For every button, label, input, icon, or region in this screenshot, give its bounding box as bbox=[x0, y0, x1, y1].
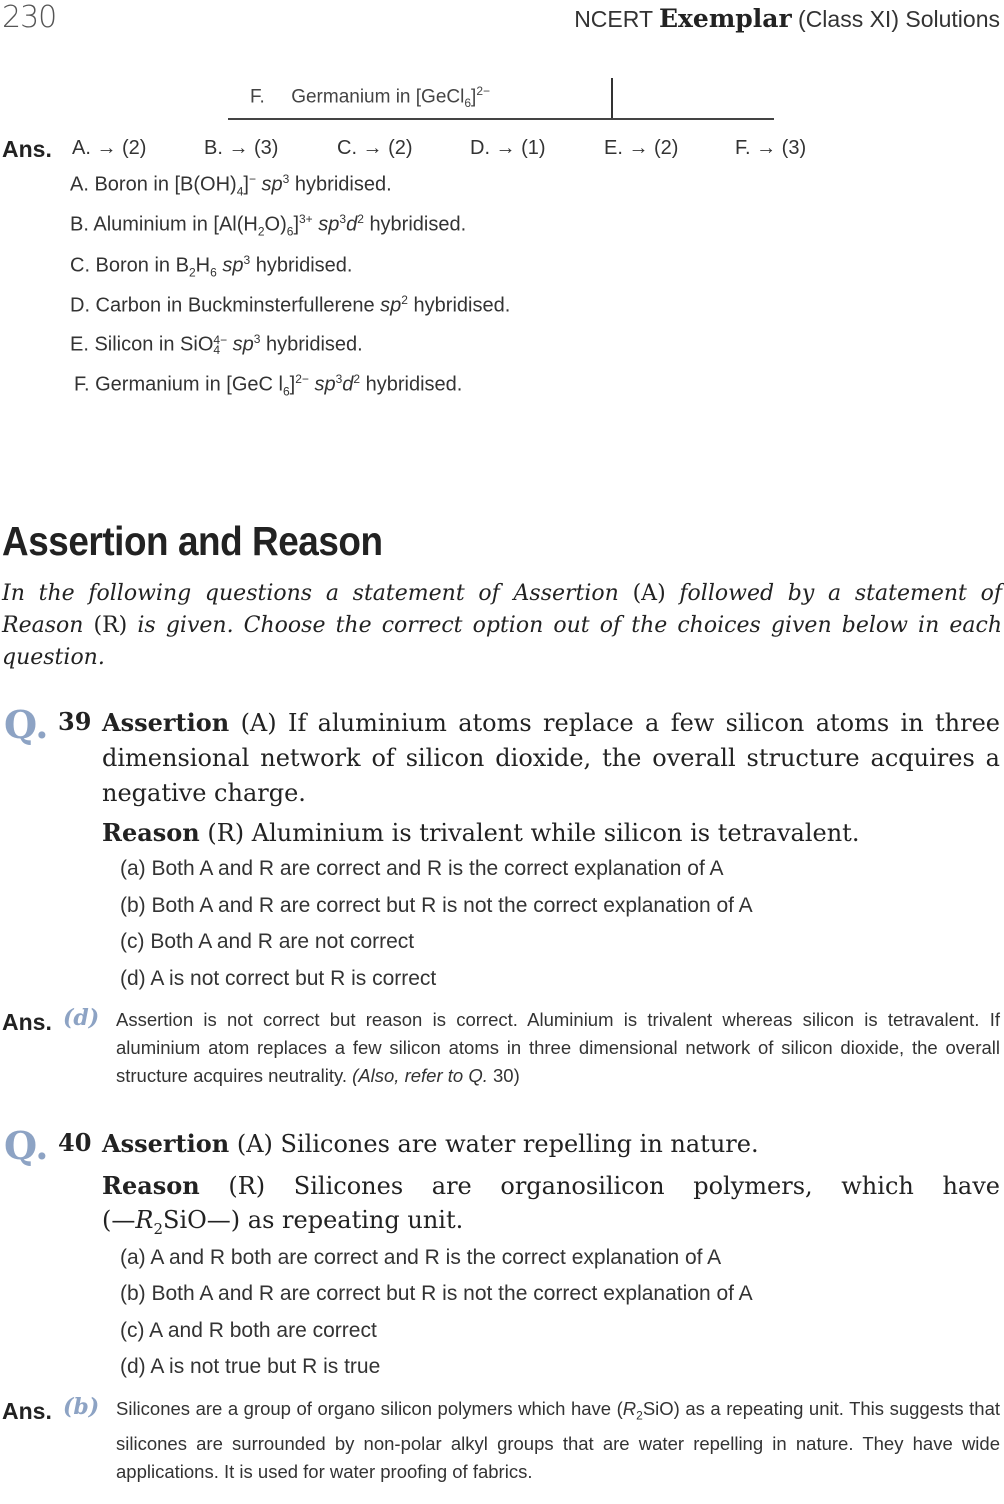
answer-line-a: A. Boron in $[B(OH)_4]^-$ $sp^3$ hybridised. bbox=[70, 172, 392, 199]
answer-map-b: B. → (3) bbox=[204, 137, 279, 159]
table-row-sub: 6 bbox=[464, 96, 472, 111]
answer-line-c: C. Boron in $B_2H_6$ $sp^3$ hybridised. bbox=[70, 253, 353, 280]
answer-line-e: E. Silicon in SiO 4− 4 $sp^3$ hybridised. bbox=[70, 332, 363, 358]
q39-option-a: (a) Both A and R are correct and R is the correct explanation of A bbox=[120, 857, 724, 880]
q40-option-a: (a) A and R both are correct and R is the correct explanation of A bbox=[120, 1246, 722, 1269]
answer-label: Ans. bbox=[2, 136, 52, 162]
header-series: NCERT bbox=[574, 6, 653, 32]
question-number: 40 bbox=[58, 1128, 92, 1157]
header-title: Exemplar bbox=[658, 4, 792, 33]
q40-answer-key: (b) bbox=[63, 1394, 100, 1420]
question-number: 39 bbox=[58, 707, 92, 736]
table-divider-vertical bbox=[611, 78, 613, 120]
q40-reason-formula: $(—R_2SiO—)$ as repeating unit. bbox=[102, 1206, 464, 1238]
answer-line-f: F. Germanium in [GeC $l_6]^{2-}$ $sp^3d^2$ hybridised. bbox=[74, 372, 463, 399]
q40-option-c: (c) A and R both are correct bbox=[120, 1319, 377, 1342]
answer-map-f: F. → (3) bbox=[735, 137, 807, 159]
table-row-label: F. bbox=[250, 86, 265, 108]
section-intro: In the following questions a statement of Assertion (A) followed by a statement of Reason (R) is given. Choose the correct option out of the choices given below in each question. bbox=[2, 581, 1003, 670]
page-number: 230 bbox=[2, 0, 57, 35]
table-divider-horizontal bbox=[228, 118, 774, 120]
section-title: Assertion and Reason bbox=[2, 518, 383, 564]
table-row-text: Germanium in [GeCl bbox=[291, 86, 465, 108]
q39-option-b: (b) Both A and R are correct but R is not the correct explanation of A bbox=[120, 894, 753, 917]
running-header bbox=[574, 4, 1000, 33]
table-row-close: ] bbox=[471, 86, 477, 108]
q39-answer-label: Ans. bbox=[2, 1009, 52, 1035]
table-row-sup: 2− bbox=[476, 84, 491, 98]
q39-answer-text: Assertion is not correct but reason is correct. Aluminium is trivalent whereas silicon is tetravalent. If aluminium atom replaces a few silicon atoms in three dimensional network of silicon dioxide, the overall structure acquires neutrality. (Also, refer to Q. 30) bbox=[116, 1009, 1000, 1086]
answer-map-e: E. → (2) bbox=[604, 137, 679, 159]
q40-answer-text: Silicones are a group of organo silicon polymers which have $(R_2SiO)$ as a repeating unit. This suggests that silicones are surrounded by non-polar alkyl groups that are water repelling in nature. They have wide applications. It is used for water proofing of fabrics. bbox=[116, 1398, 1001, 1482]
answer-map-c: C. → (2) bbox=[337, 137, 413, 159]
answer-line-b: B. Aluminium in $[Al(H_2O)_6]^{3+}$ $sp^3d^2$ hybridised. bbox=[70, 212, 467, 239]
table-fragment-row bbox=[250, 84, 490, 110]
q39-assertion: Assertion (A) If aluminium atoms replace a few silicon atoms in three dimensional network of silicon dioxide, the overall structure acquires a negative charge. bbox=[102, 708, 1000, 807]
question-mark-icon: Q. bbox=[4, 1123, 49, 1168]
answer-line-d: D. Carbon in Buckminsterfullerene $sp^2$ hybridised. bbox=[70, 293, 511, 317]
q39-option-d: (d) A is not correct but R is correct bbox=[120, 967, 437, 990]
q40-option-b: (b) Both A and R are correct but R is not the correct explanation of A bbox=[120, 1282, 753, 1305]
answer-map-d: D. → (1) bbox=[470, 137, 546, 159]
header-subtitle: (Class XI) Solutions bbox=[798, 6, 1000, 32]
q39-reason: Reason (R) Aluminium is trivalent while silicon is tetravalent. bbox=[102, 818, 860, 847]
q39-answer-key: (d) bbox=[63, 1005, 100, 1031]
q39-option-c: (c) Both A and R are not correct bbox=[120, 930, 415, 953]
answer-map-a: A. → (2) bbox=[72, 137, 147, 159]
q40-option-d: (d) A is not true but R is true bbox=[120, 1355, 381, 1378]
question-mark-icon: Q. bbox=[4, 702, 49, 747]
q40-assertion: Assertion (A) Silicones are water repelling in nature. bbox=[102, 1129, 759, 1158]
q40-reason: Reason (R) Silicones are organosilicon polymers, which have bbox=[102, 1171, 1000, 1200]
q40-answer-label: Ans. bbox=[2, 1398, 52, 1424]
